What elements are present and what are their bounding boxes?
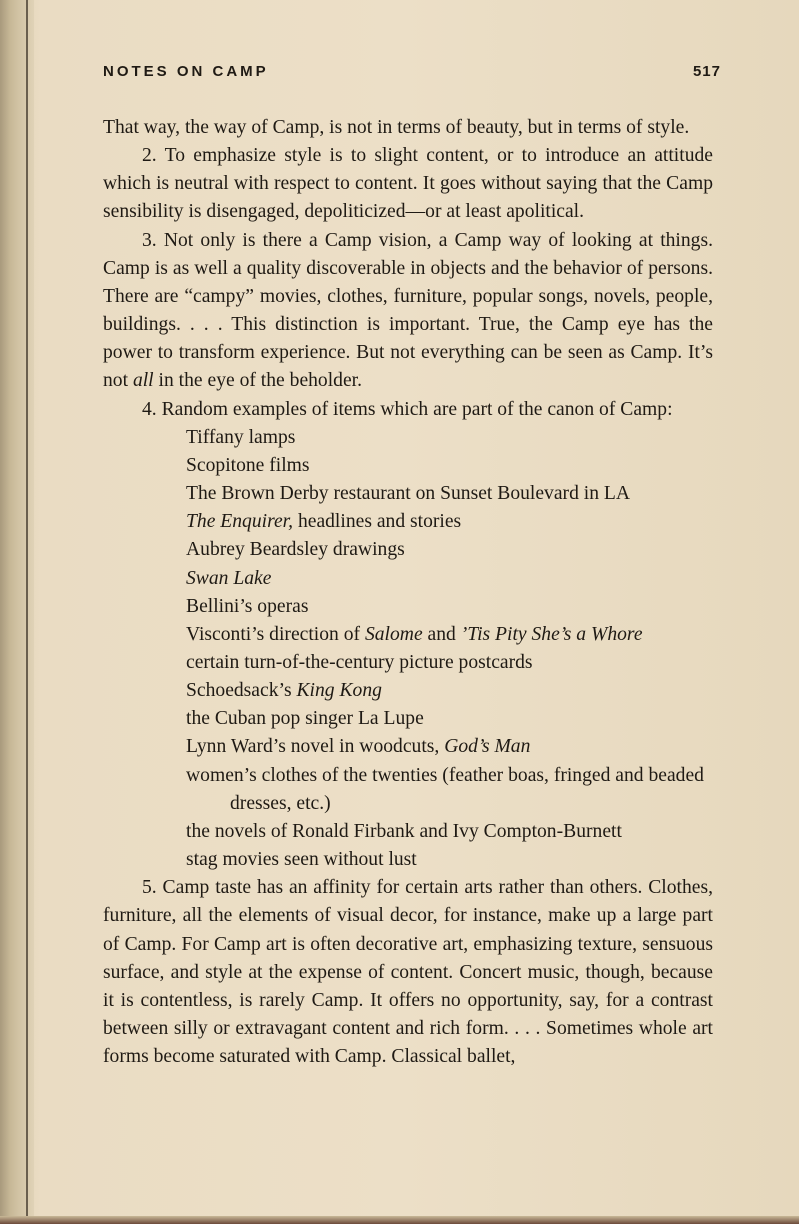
list-item-title: God’s Man: [444, 736, 531, 758]
body-text: [103, 114, 713, 1071]
list-item-text: Visconti’s direction of: [186, 623, 365, 645]
paragraph-2: 2. To emphasize style is to slight content, or to introduce an attitude which is neutral with respect to content. It goes without saying that the Camp sensibility is disengaged, depoliticized—or at least apolitical.: [103, 145, 713, 223]
page-bottom-edge: [0, 1216, 799, 1224]
paragraph-4: 4. Random examples of items which are part of the canon of Camp:: [142, 398, 673, 420]
list-item: the Cuban pop singer La Lupe: [186, 708, 424, 730]
spine-line: [26, 0, 28, 1224]
running-head: [103, 63, 721, 87]
list-item-text: headlines and stories: [293, 511, 462, 533]
list-item: The Brown Derby restaurant on Sunset Boulevard in LA: [186, 483, 631, 505]
list-item-title: ’Tis Pity She’s a Whore: [460, 623, 643, 645]
paragraph-3-text-a: 3. Not only is there a Camp vision, a Camp way of looking at things. Camp is as well a quality discoverable in objects and the behavior of persons. There are “campy” movies, clothes, furniture, popular songs, novels, people, buildings. . . . This distinction is important. True, the Camp eye has the power to transform experience. But not everything can be seen as Camp. It’s not: [103, 229, 713, 392]
list-item: [186, 565, 713, 593]
list-item-title: The Enquirer,: [186, 511, 294, 533]
list-item-title: Salome: [364, 623, 423, 645]
camp-canon-list: [103, 424, 713, 875]
paragraph-3: [103, 227, 713, 396]
list-item: [186, 733, 713, 761]
list-item-text: Schoedsack’s: [186, 680, 297, 702]
list-item: stag movies seen without lust: [186, 849, 417, 871]
book-spine-shadow: [0, 0, 34, 1224]
list-item-text: Lynn Ward’s novel in woodcuts,: [186, 736, 445, 758]
list-item: Bellini’s operas: [186, 595, 309, 617]
paragraph-3-emphasis: all: [132, 370, 154, 392]
list-item: women’s clothes of the twenties (feather boas, fringed and beaded dresses, etc.): [186, 764, 704, 814]
paragraph-continued: That way, the way of Camp, is not in terms of beauty, but in terms of style.: [103, 117, 690, 138]
paragraph-5: 5. Camp taste has an affinity for certain arts rather than others. Clothes, furniture, all the elements of visual decor, for instance, make up a large part of Camp. For Camp art is often decorative art, emphasizing texture, sensuous surface, and style at the expense of content. Concert music, though, because it is contentless, is rarely Camp. It offers no opportunity, say, for a contrast between silly or extravagant content and rich form. . . . Sometimes whole art forms become saturated with Camp. Classical ballet,: [103, 877, 713, 1068]
running-head-title: NOTES ON CAMP: [103, 63, 269, 80]
list-item: the novels of Ronald Firbank and Ivy Compton-Burnett: [186, 820, 622, 842]
list-item: certain turn-of-the-century picture postcards: [186, 651, 533, 673]
list-item: [186, 677, 713, 705]
list-item: Aubrey Beardsley drawings: [186, 539, 405, 561]
paragraph-3-text-b: in the eye of the beholder.: [153, 370, 363, 392]
list-item-title: King Kong: [296, 680, 382, 702]
list-item-title: Swan Lake: [186, 567, 272, 589]
list-item: [186, 508, 713, 536]
list-item: Tiffany lamps: [186, 426, 296, 448]
list-item: [186, 621, 713, 649]
list-item: Scopitone films: [186, 454, 310, 476]
list-item-text: and: [422, 623, 461, 645]
page-number: 517: [692, 63, 721, 80]
